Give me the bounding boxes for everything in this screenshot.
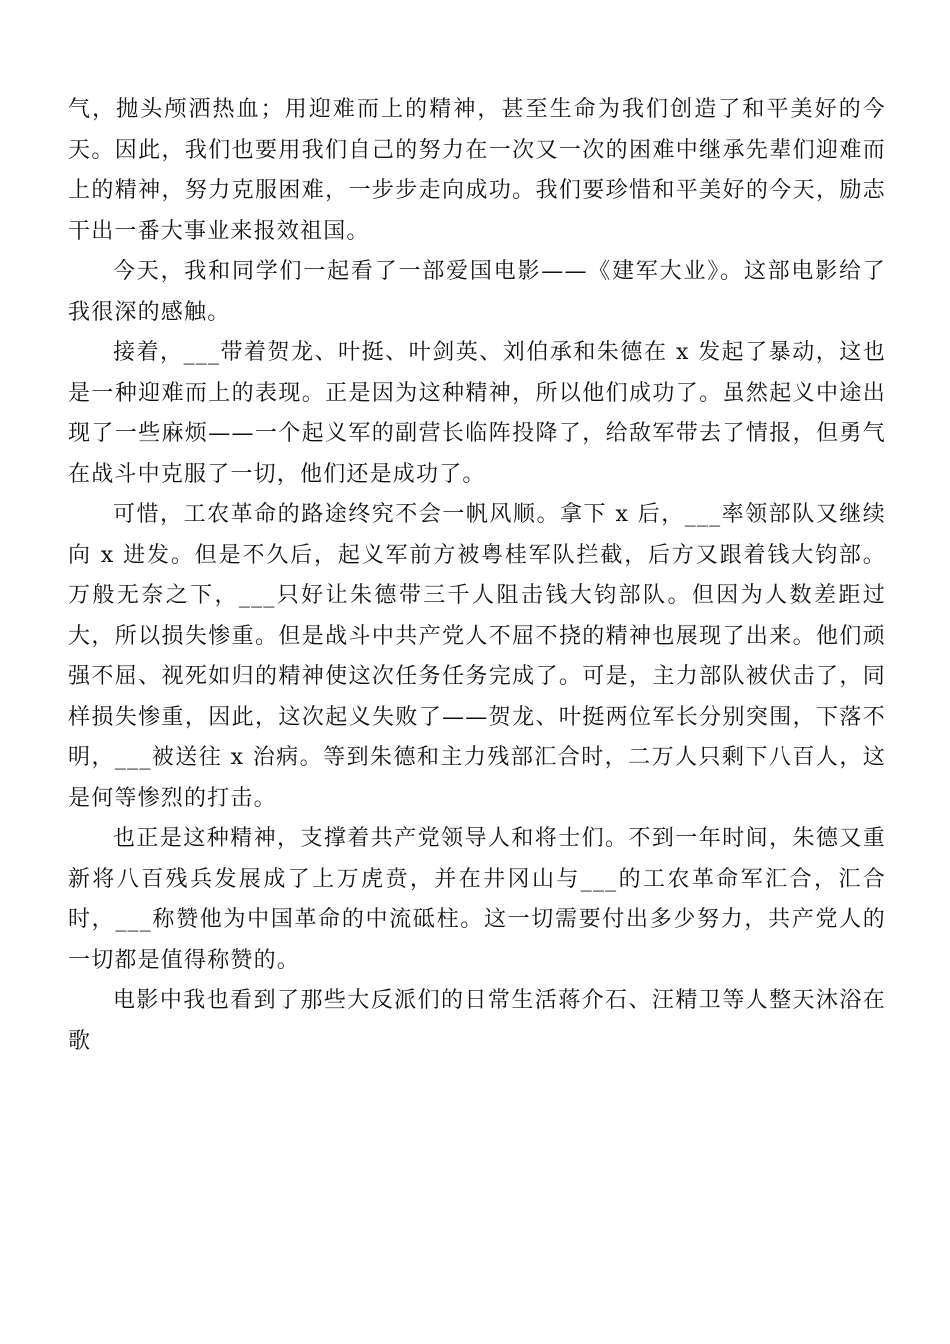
- paragraph-6: 电影中我也看到了那些大反派们的日常生活蒋介石、汪精卫等人整天沐浴在歌: [68, 988, 886, 1054]
- paragraph-2: 今天，我和同学们一起看了一部爱国电影——《建军大业》。这部电影给了我很深的感触。: [68, 259, 886, 325]
- paragraph-5: 也正是这种精神，支撑着共产党领导人和将士们。不到一年时间，朱德又重新将八百残兵发展成了上万虎贲，并在井冈山与___的工农革命军汇合，汇合时，___称赞他为中国革命的中流砥柱。这一切需要付出多少努力，共产党人的一切都是值得称赞的。: [68, 826, 886, 973]
- paragraph-1: 气，抛头颅洒热血；用迎难而上的精神，甚至生命为我们创造了和平美好的今天。因此，我们也要用我们自己的努力在一次又一次的困难中继承先辈们迎难而上的精神，努力克服困难，一步步走向成功。我们要珍惜和平美好的今天，励志干出一番大事业来报效祖国。: [68, 97, 886, 244]
- paragraph-3: 接着，___带着贺龙、叶挺、叶剑英、刘伯承和朱德在 x 发起了暴动，这也是一种迎难而上的表现。正是因为这种精神，所以他们成功了。虽然起义中途出现了一些麻烦——一个起义军的副营长临阵投降了，给敌军带去了情报，但勇气在战斗中克服了一切，他们还是成功了。: [68, 340, 886, 487]
- paragraph-4: 可惜，工农革命的路途终究不会一帆风顺。拿下 x 后，___率领部队又继续向 x 进发。但是不久后，起义军前方被粤桂军队拦截，后方又跟着钱大钧部。万般无奈之下，___只好让朱德带三千人阻击钱大钧部队。但因为人数差距过大，所以损失惨重。但是战斗中共产党人不屈不挠的精神也展现了出来。他们顽强不屈、视死如归的精神使这次任务任务完成了。可是，主力部队被伏击了，同样损失惨重，因此，这次起义失败了——贺龙、叶挺两位军长分别突围，下落不明，___被送往 x 治病。等到朱德和主力残部汇合时，二万人只剩下八百人，这是何等惨烈的打击。: [68, 502, 886, 811]
- document-body: [68, 90, 886, 1062]
